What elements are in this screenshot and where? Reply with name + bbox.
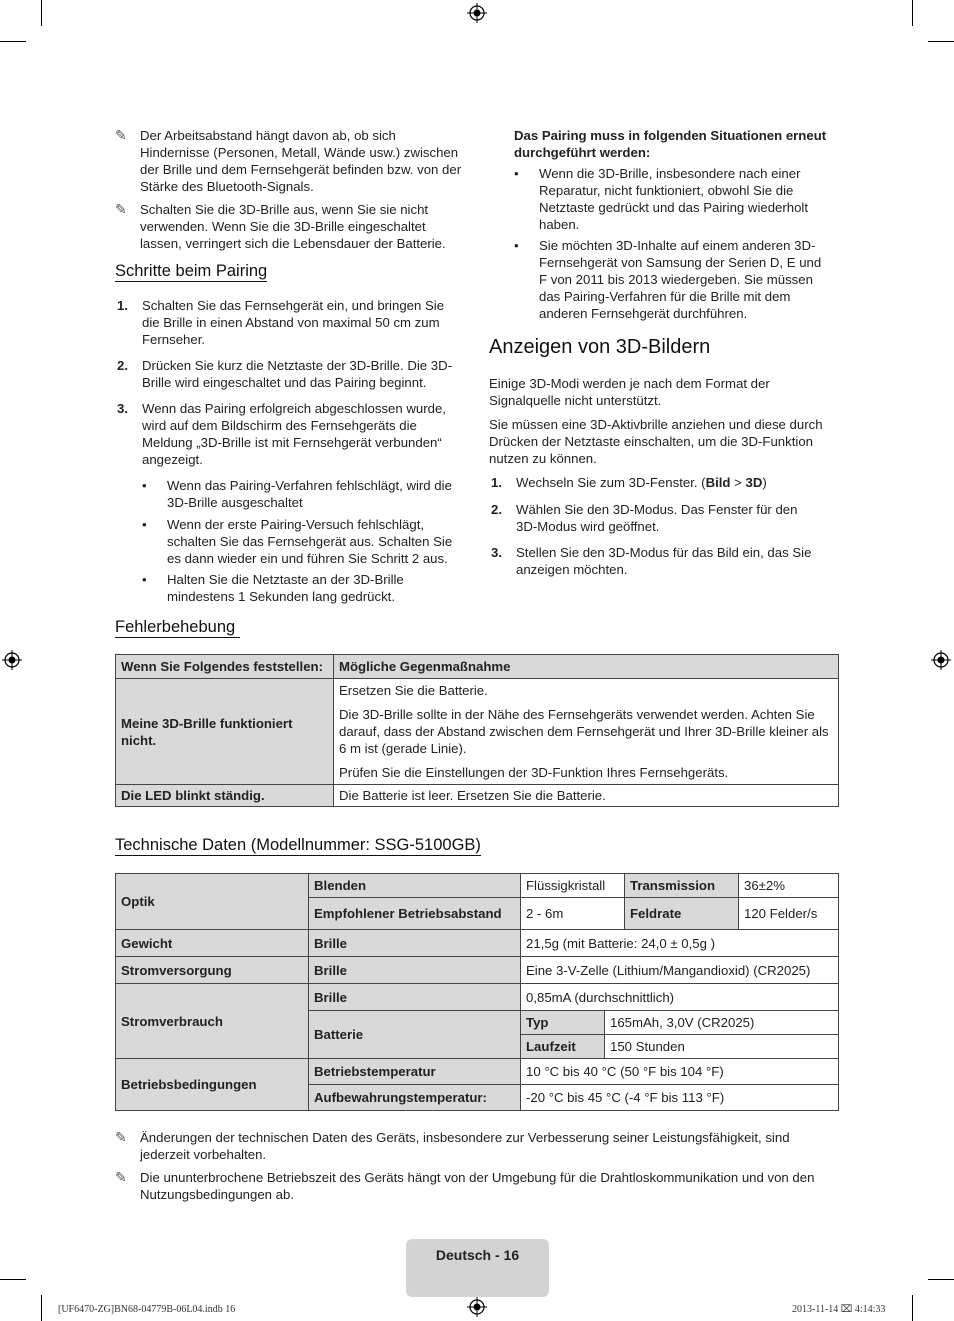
list-item: • Sie möchten 3D-Inhalte auf einem anderen 3D-Fernsehgerät von Samsung der Serien D, E und F von 2011 bis 2013 wiedergeben. Sie müssen das Pairing-Verfahren für die Brille mit dem anderen Fernsehgerät durchführen.	[514, 238, 822, 321]
table-row: Laufzeit 150 Stunden	[116, 1035, 839, 1059]
list-item: • Wenn der erste Pairing-Versuch fehlschlägt, schalten Sie das Fernsehgerät aus. Schalten Sie es dann wieder ein und führen Sie Schritt 2 aus.	[142, 517, 453, 566]
section-heading-pairing: Schritte beim Pairing	[115, 262, 268, 280]
table-row: Wenn Sie Folgendes feststellen: Mögliche Gegenmaßnahme	[116, 655, 839, 679]
list-item: • Wenn die 3D-Brille, insbesondere nach einer Reparatur, nicht funktioniert, obwohl Sie die Netztaste gedrückt und das Pairing wiederholt haben.	[514, 166, 809, 232]
trouble-table	[115, 654, 839, 807]
crop-mark	[41, 0, 42, 26]
list-item: 1. Schalten Sie das Fernsehgerät ein, und bringen Sie die Brille in einen Abstand von maximal 50 cm zum Fernseher.	[117, 298, 445, 347]
table-row: Meine 3D-Brille funktioniert nicht. Ersetzen Sie die Batterie. Die 3D-Brille sollte in der Nähe des Fernsehgeräts verwendet werden. Achten Sie darauf, dass der Abstand zwischen dem Fernsehgerät und Ihrer 3D-Brille kleiner als 6 m ist (gerade Linie). Prüfen Sie die Einstellungen der 3D-Funktion Ihres Fernsehgeräts.	[116, 679, 839, 785]
list-item: 2. Wählen Sie den 3D-Modus. Das Fenster für den 3D-Modus wird geöffnet.	[491, 502, 798, 534]
table-row: Empfohlener Betriebsabstand 2 - 6m Feldrate 120 Felder/s	[116, 898, 839, 930]
crop-mark	[928, 1279, 954, 1280]
list-item: 3. Stellen Sie den 3D-Modus für das Bild ein, das Sie anzeigen möchten.	[491, 545, 812, 577]
table-row: Stromversorgung Brille Eine 3-V-Zelle (Lithium/Mangandioxid) (CR2025)	[116, 957, 839, 984]
print-file-info: [UF6470-ZG]BN68-04779B-06L04.indb 16	[58, 1304, 236, 1315]
note: ✎ Der Arbeitsabstand hängt davon ab, ob sich Hindernisse (Personen, Metall, Wände usw.) zwischen der Brille und dem Fernsehgerät befinden bzw. von der Stärke des Bluetooth-Signals.	[115, 127, 462, 194]
pencil-note-icon: ✎	[115, 1129, 127, 1145]
registration-mark-icon	[931, 650, 951, 670]
table-row: Stromverbrauch Brille 0,85mA (durchschnittlich)	[116, 984, 839, 1011]
list-item: 1. Wechseln Sie zum 3D-Fenster. (Bild > 3D)	[491, 475, 767, 490]
crop-mark	[0, 41, 26, 42]
crop-mark	[912, 0, 913, 26]
list-item: • Halten Sie die Netztaste an der 3D-Brille mindestens 1 Sekunden lang gedrückt.	[142, 572, 404, 604]
pencil-note-icon: ✎	[115, 1169, 127, 1185]
list-item: 2. Drücken Sie kurz die Netztaste der 3D-Brille. Die 3D-Brille wird eingeschaltet und das Pairing beginnt.	[117, 358, 453, 390]
crop-mark	[41, 1295, 42, 1321]
print-date-info: 2013-11-14 ⌧ 4:14:33	[792, 1304, 886, 1315]
pencil-note-icon: ✎	[115, 201, 127, 217]
crop-mark	[912, 1295, 913, 1321]
table-row: Gewicht Brille 21,5g (mit Batterie: 24,0 ± 0,5g )	[116, 930, 839, 957]
repair-intro: Das Pairing muss in folgenden Situationen erneut durchgeführt werden:	[514, 128, 827, 160]
registration-mark-icon	[467, 1297, 487, 1317]
section-heading-trouble: Fehlerbehebung	[115, 619, 240, 638]
paragraph: Sie müssen eine 3D-Aktivbrille anziehen und diese durch Drücken der Netztaste einschalten, um die 3D-Funktion nutzen zu können.	[489, 417, 823, 466]
registration-mark-icon	[2, 650, 22, 670]
registration-mark-icon	[467, 3, 487, 23]
section-heading-specs: Technische Daten (Modellnummer: SSG-5100GB)	[115, 836, 481, 854]
table-row: Die LED blinkt ständig. Die Batterie ist leer. Ersetzen Sie die Batterie.	[116, 785, 839, 807]
list-item: 3. Wenn das Pairing erfolgreich abgeschlossen wurde, wird auf dem Bildschirm des Fernsehgeräts die Meldung „3D-Brille ist mit Fernsehgerät verbunden“ angezeigt.	[117, 401, 446, 467]
paragraph: Einige 3D-Modi werden je nach dem Format der Signalquelle nicht unterstützt.	[489, 376, 770, 408]
page-number-tab: Deutsch - 16	[406, 1239, 549, 1297]
crop-mark	[928, 41, 954, 42]
table-row: Batterie Typ 165mAh, 3,0V (CR2025)	[116, 1011, 839, 1035]
specs-table	[115, 873, 839, 1111]
note: ✎ Die ununterbrochene Betriebszeit des Geräts hängt von der Umgebung für die Drahtloskommunikation und von den Nutzungsbedingungen ab.	[115, 1169, 815, 1202]
pencil-note-icon: ✎	[115, 127, 127, 143]
section-heading-3d: Anzeigen von 3D-Bildern	[489, 336, 711, 358]
note: ✎ Schalten Sie die 3D-Brille aus, wenn Sie sie nicht verwenden. Wenn Sie die 3D-Brille eingeschaltet lassen, verringert sich die Lebensdauer der Batterie.	[115, 201, 446, 251]
list-item: • Wenn das Pairing-Verfahren fehlschlägt, wird die 3D-Brille ausgeschaltet	[142, 478, 452, 510]
table-row: Aufbewahrungstemperatur: -20 °C bis 45 °C (-4 °F bis 113 °F)	[116, 1085, 839, 1111]
table-row: Betriebsbedingungen Betriebstemperatur 10 °C bis 40 °C (50 °F bis 104 °F)	[116, 1059, 839, 1085]
table-row: Optik Blenden Flüssigkristall Transmission 36±2%	[116, 874, 839, 898]
crop-mark	[0, 1279, 26, 1280]
note: ✎ Änderungen der technischen Daten des Geräts, insbesondere zur Verbesserung seiner Leistungsfähigkeit, sind jederzeit vorbehalten.	[115, 1129, 790, 1162]
